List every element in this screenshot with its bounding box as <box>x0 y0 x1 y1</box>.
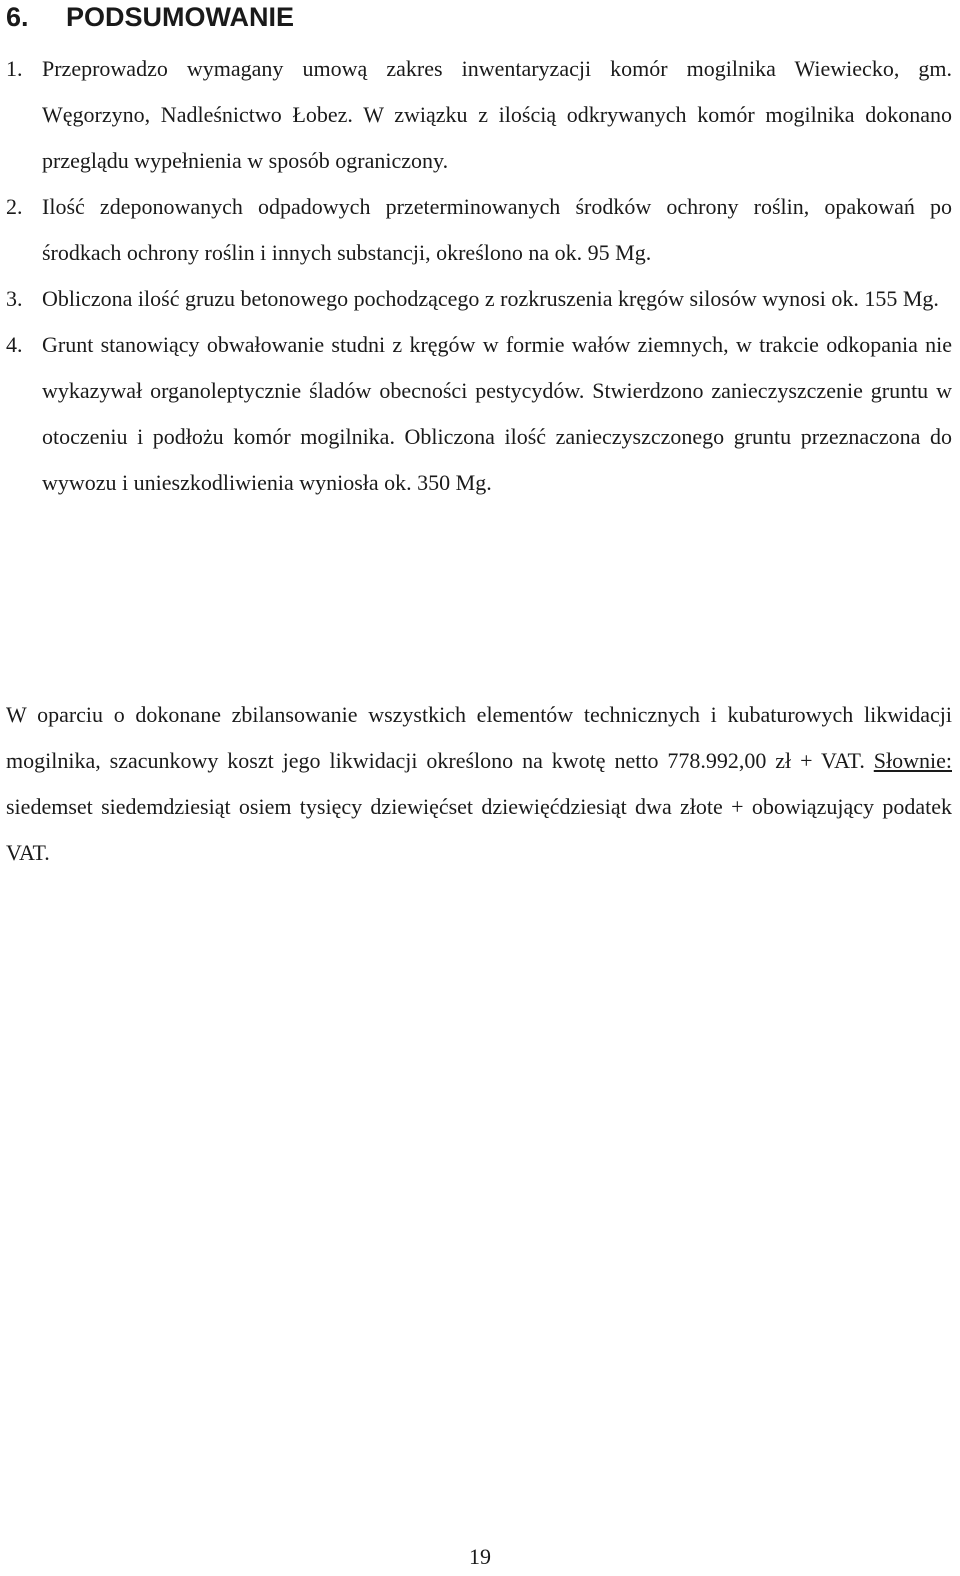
summary-list <box>6 46 952 506</box>
list-item-number: 4. <box>6 332 23 357</box>
list-item <box>6 184 952 276</box>
list-item <box>6 276 952 322</box>
cost-summary-paragraph <box>6 692 952 876</box>
page-number: 19 <box>469 1544 491 1569</box>
list-item <box>6 322 952 506</box>
list-item-number: 1. <box>6 56 23 81</box>
list-item-text: Ilość zdeponowanych odpadowych przeterminowanych środków ochrony roślin, opakowań po środkach ochrony roślin i innych substancji, określono na ok. 95 Mg. <box>42 194 952 265</box>
summary-text-after: siedemset siedemdziesiąt osiem tysięcy dziewięćset dziewięćdziesiąt dwa złote + obowiązujący podatek VAT. <box>6 794 952 865</box>
list-item <box>6 46 952 184</box>
section-heading <box>6 0 294 34</box>
list-item-text: Przeprowadzo wymagany umową zakres inwentaryzacji komór mogilnika Wiewiecko, gm. Węgorzyno, Nadleśnictwo Łobez. W związku z ilością odkrywanych komór mogilnika dokonano przeglądu wypełnienia w sposób ograniczony. <box>42 56 952 173</box>
list-item-number: 3. <box>6 286 23 311</box>
section-title: PODSUMOWANIE <box>66 2 295 32</box>
summary-text-before: W oparciu o dokonane zbilansowanie wszystkich elementów technicznych i kubaturowych likwidacji mogilnika, szacunkowy koszt jego likwidacji określono na kwotę netto 778.992,00 zł + VAT. <box>6 702 952 773</box>
list-item-number: 2. <box>6 194 23 219</box>
list-item-text: Grunt stanowiący obwałowanie studni z kręgów w formie wałów ziemnych, w trakcie odkopania nie wykazywał organoleptycznie śladów obecności pestycydów. Stwierdzono zanieczyszczenie gruntu w otoczeniu i podłożu komór mogilnika. Obliczona ilość zanieczyszczonego gruntu przeznaczona do wywozu i unieszkodliwienia wyniosła ok. 350 Mg. <box>42 332 952 495</box>
section-number: 6. <box>6 2 29 32</box>
list-item-text: Obliczona ilość gruzu betonowego pochodzącego z rozkruszenia kręgów silosów wynosi ok. 155 Mg. <box>42 286 939 311</box>
slownie-label: Słownie: <box>873 748 952 773</box>
